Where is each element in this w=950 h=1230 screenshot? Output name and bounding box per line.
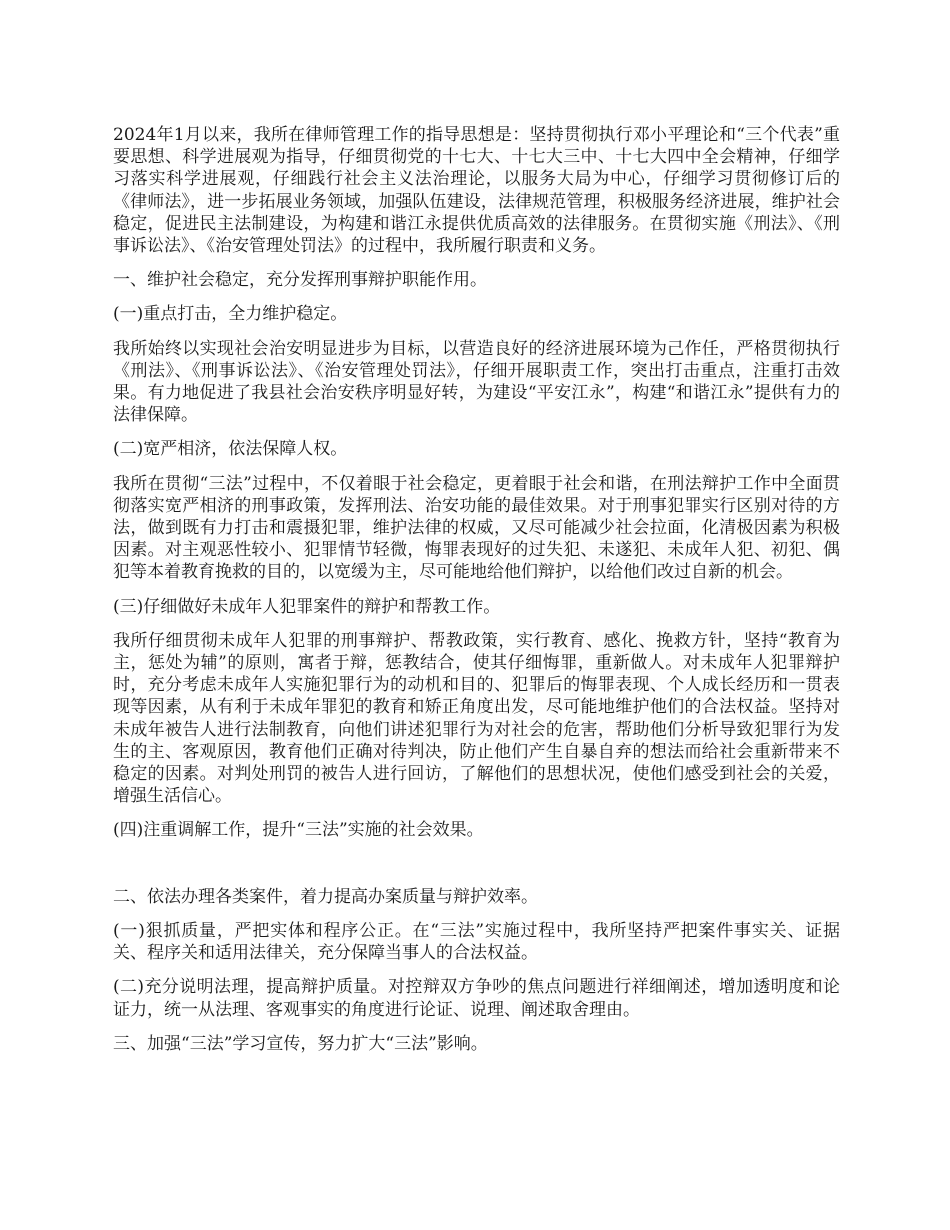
- subsection-heading-1-4: (四)注重调解工作，提升“三法”实施的社会效果。: [113, 820, 484, 841]
- document-page: [113, 124, 840, 1067]
- body-paragraph-2-2: (二)充分说明法理，提高辩护质量。对控辩双方争吵的焦点问题进行祥细阐述，增加透明度和论证力，统一从法理、客观事实的角度进行论证、说理、阐述取舍理由。: [113, 977, 840, 1020]
- section-heading-1: 一、维护社会稳定，充分发挥刑事辩护职能作用。: [113, 270, 487, 291]
- intro-paragraph: 2024年1月以来，我所在律师管理工作的指导思想是：坚持贯彻执行邓小平理论和“三个代表”重要思想、科学进展观为指导，仔细贯彻党的十七大、十七大三中、十七大四中全会精神，仔细学习落实科学进展观，仔细践行社会主义法治理论，以服务大局为中心，仔细学习贯彻修订后的《律师法》，进一步拓展业务领域，加强队伍建设，法律规范管理，积极服务经济进展，维护社会稳定，促进民主法制建设，为构建和谐江永提供优质高效的法律服务。在贯彻实施《刑法》、《刑事诉讼法》、《治安管理处罚法》的过程中，我所履行职责和义务。: [113, 125, 840, 257]
- subsection-heading-1-1: (一)重点打击，全力维护稳定。: [113, 304, 348, 325]
- body-paragraph-1-2: 我所在贯彻“三法”过程中，不仅着眼于社会稳定，更着眼于社会和谐，在刑法辩护工作中全面贯彻落实宽严相济的刑事政策，发挥刑法、治安功能的最佳效果。对于刑事犯罪实行区别对待的方法，做到既有力打击和震摄犯罪，维护法律的权威，又尽可能减少社会拉面，化清极因素为积极因素。对主观恶性较小、犯罪情节轻微，悔罪表现好的过失犯、未遂犯、未成年人犯、初犯、偶犯等本着教育挽救的目的，以宽缓为主，尽可能地给他们辩护，以给他们改过自新的机会。: [113, 473, 840, 583]
- subsection-heading-1-2: (二)宽严相济，依法保障人权。: [113, 439, 348, 460]
- section-gap: [113, 854, 840, 886]
- section-heading-3: 三、加强“三法”学习宣传，努力扩大“三法”影响。: [113, 1033, 488, 1054]
- body-paragraph-2-1: (一)狠抓质量，严把实体和程序公正。在“三法”实施过程中，我所坚持严把案件事实关、证据关、程序关和适用法律关，充分保障当事人的合法权益。: [113, 920, 840, 964]
- section-heading-2: 二、依法办理各类案件，着力提高办案质量与辩护效率。: [113, 886, 538, 907]
- subsection-heading-1-3: (三)仔细做好未成年人犯罪案件的辩护和帮教工作。: [113, 596, 501, 617]
- body-paragraph-1-3: 我所仔细贯彻未成年人犯罪的刑事辩护、帮教政策，实行教育、感化、挽救方针，坚持“教育为主，惩处为辅”的原则，寓者于辩，惩教结合，使其仔细悔罪，重新做人。对未成年人犯罪辩护时，充分考虑未成年人实施犯罪行为的动机和目的、犯罪后的悔罪表现、个人成长经历和一贯表现等因素，从有利于未成年罪犯的教育和矫正角度出发，尽可能地维护他们的合法权益。坚持对未成年被告人进行法制教育，向他们讲述犯罪行为对社会的危害，帮助他们分析导致犯罪行为发生的主、客观原因，教育他们正确对待判决，防止他们产生自暴自弃的想法而给社会重新带来不稳定的因素。对判处刑罚的被告人进行回访，了解他们的思想状况，使他们感受到社会的关爱，增强生活信心。: [113, 630, 840, 807]
- body-paragraph-1-1: 我所始终以实现社会治安明显进步为目标，以营造良好的经济进展环境为己作任，严格贯彻执行《刑法》、《刑事诉讼法》、《治安管理处罚法》，仔细开展职责工作，突出打击重点，注重打击效果。有力地促进了我县社会治安秩序明显好转，为建设“平安江永”，构建“和谐江永”提供有力的法律保障。: [113, 338, 840, 426]
